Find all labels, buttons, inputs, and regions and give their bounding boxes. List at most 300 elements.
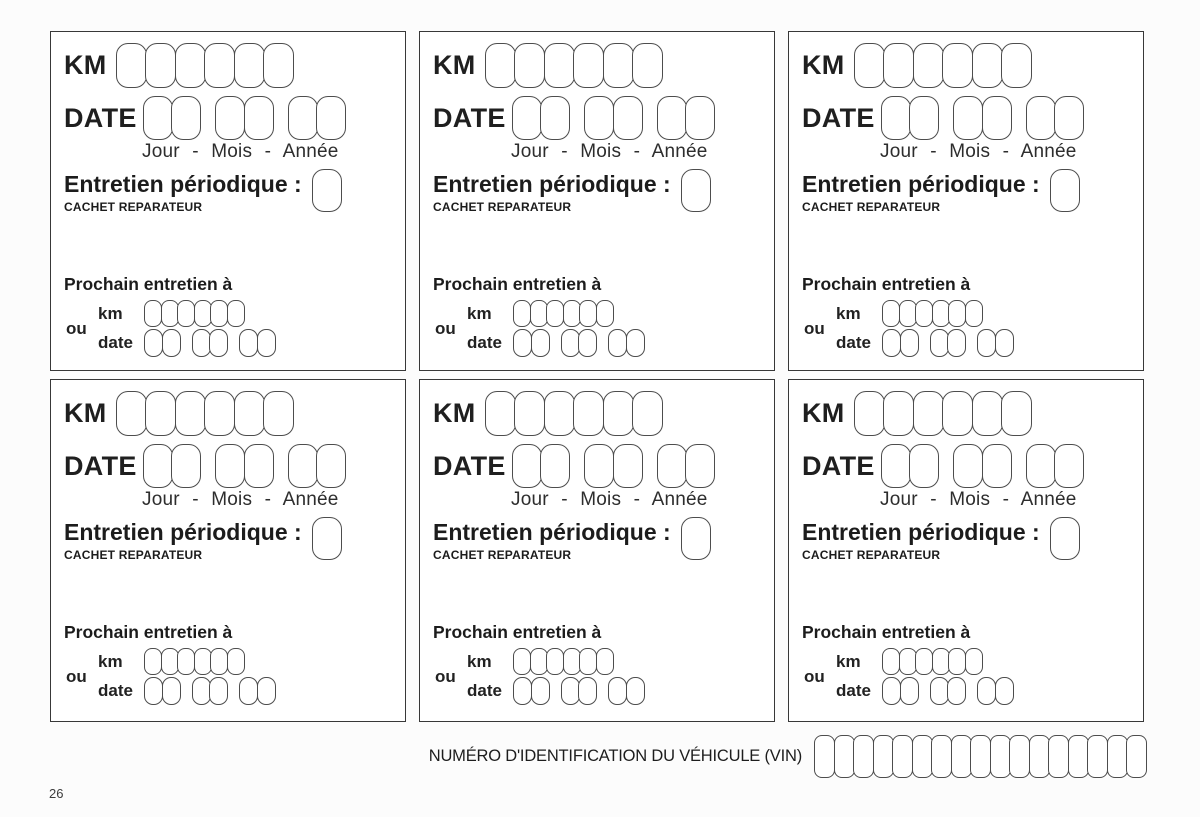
km-boxes <box>854 391 1033 436</box>
repairer-stamp-label: CACHET REPARATEUR <box>64 548 203 563</box>
stamp-area <box>433 562 764 622</box>
next-service-rows <box>467 648 645 705</box>
next-date-row <box>836 329 1014 357</box>
next-date-digit-box <box>947 329 966 357</box>
date-boxes <box>143 444 347 488</box>
next-km-digit-box <box>530 300 548 327</box>
date-box-group <box>584 444 643 488</box>
km-digit-box <box>544 391 575 436</box>
next-km-digit-box <box>513 648 531 675</box>
next-km-digit-box <box>579 300 597 327</box>
next-km-digit-box <box>194 300 212 327</box>
vin-character-box <box>912 735 933 778</box>
next-km-row <box>98 300 276 327</box>
km-digit-box <box>485 391 516 436</box>
next-date-box-group <box>977 677 1014 705</box>
date-box-group <box>215 444 274 488</box>
date-digit-box <box>613 96 643 140</box>
next-km-label: km <box>98 303 123 323</box>
date-row <box>64 96 395 140</box>
next-date-box-group <box>930 329 967 357</box>
date-digit-box <box>288 96 318 140</box>
next-km-digit-box <box>948 648 966 675</box>
km-digit-box <box>116 43 147 88</box>
stamp-area <box>64 562 395 622</box>
or-label: ou <box>804 666 825 686</box>
vin-character-box <box>834 735 855 778</box>
km-digit-box <box>514 391 545 436</box>
date-row <box>802 96 1133 140</box>
date-digit-box <box>171 96 201 140</box>
next-date-digit-box <box>995 677 1014 705</box>
next-service-label: Prochain entretien à <box>64 622 233 643</box>
date-digit-box <box>953 96 983 140</box>
next-date-digit-box <box>257 329 276 357</box>
date-box-group <box>512 96 571 140</box>
date-digit-box <box>244 444 274 488</box>
service-record-cell <box>788 379 1144 722</box>
date-digit-box <box>1054 444 1084 488</box>
stamp-area <box>64 214 395 274</box>
km-digit-box <box>942 43 973 88</box>
km-digit-box <box>913 391 944 436</box>
next-km-digit-box <box>546 648 564 675</box>
next-km-digit-box <box>161 648 179 675</box>
km-boxes <box>485 43 664 88</box>
km-digit-box <box>854 43 885 88</box>
next-date-digit-box <box>162 677 181 705</box>
next-date-digit-box <box>578 677 597 705</box>
service-record-cell <box>788 31 1144 371</box>
next-date-digit-box <box>930 329 949 357</box>
next-date-digit-box <box>626 329 645 357</box>
or-label: ou <box>435 666 456 686</box>
next-km-digit-box <box>965 300 983 327</box>
periodic-service-row <box>802 171 1133 214</box>
date-boxes <box>512 96 716 140</box>
km-label: KM <box>802 50 845 80</box>
next-date-box-group <box>561 677 598 705</box>
next-km-boxes <box>882 300 983 327</box>
periodic-check-box <box>681 169 711 212</box>
date-digit-box <box>540 96 570 140</box>
date-digit-box <box>1026 96 1056 140</box>
stamp-area <box>802 562 1133 622</box>
date-digit-box <box>657 96 687 140</box>
next-date-boxes <box>144 677 276 705</box>
km-digit-box <box>485 43 516 88</box>
next-service-fields <box>64 300 395 357</box>
periodic-service-label: Entretien périodique : <box>802 171 1040 197</box>
periodic-service-label: Entretien périodique : <box>802 519 1040 545</box>
next-km-digit-box <box>227 300 245 327</box>
next-date-box-group <box>239 329 276 357</box>
date-digit-box <box>613 444 643 488</box>
date-digit-box <box>316 444 346 488</box>
next-km-label: km <box>836 651 861 671</box>
periodic-service-row <box>802 519 1133 562</box>
km-digit-box <box>514 43 545 88</box>
periodic-text-block <box>433 171 671 214</box>
next-date-box-group <box>239 677 276 705</box>
vin-character-box <box>892 735 913 778</box>
vin-character-box <box>814 735 835 778</box>
next-km-digit-box <box>882 648 900 675</box>
next-date-box-group <box>608 329 645 357</box>
vin-character-box <box>1107 735 1128 778</box>
date-label: DATE <box>433 102 506 133</box>
date-digit-box <box>982 444 1012 488</box>
periodic-check-box <box>1050 517 1080 560</box>
km-digit-box <box>263 391 294 436</box>
next-date-box-group <box>882 677 919 705</box>
date-digit-box <box>584 96 614 140</box>
next-date-digit-box <box>561 677 580 705</box>
next-km-digit-box <box>546 300 564 327</box>
km-digit-box <box>145 391 176 436</box>
next-date-label: date <box>98 681 133 701</box>
date-digit-box <box>657 444 687 488</box>
repairer-stamp-label: CACHET REPARATEUR <box>433 548 572 563</box>
next-service-rows <box>98 300 276 357</box>
next-km-digit-box <box>144 648 162 675</box>
next-date-boxes <box>513 329 645 357</box>
next-date-box-group <box>930 677 967 705</box>
km-digit-box <box>175 391 206 436</box>
km-digit-box <box>883 43 914 88</box>
next-km-row <box>98 648 276 675</box>
next-date-box-group <box>608 677 645 705</box>
periodic-text-block <box>64 519 302 562</box>
date-digit-box <box>171 444 201 488</box>
periodic-check-boxes <box>312 519 342 560</box>
km-digit-box <box>145 43 176 88</box>
periodic-service-label: Entretien périodique : <box>64 171 302 197</box>
date-digit-box <box>143 96 173 140</box>
date-box-group <box>881 444 940 488</box>
service-record-grid <box>50 31 1144 722</box>
next-km-digit-box <box>965 648 983 675</box>
next-service-label: Prochain entretien à <box>433 622 602 643</box>
periodic-check-box <box>312 169 342 212</box>
next-km-digit-box <box>177 300 195 327</box>
date-box-group <box>657 444 716 488</box>
next-date-digit-box <box>209 677 228 705</box>
periodic-check-boxes <box>312 171 342 212</box>
km-boxes <box>116 391 295 436</box>
km-row <box>64 391 395 436</box>
next-service-label: Prochain entretien à <box>64 274 233 295</box>
next-date-row <box>98 329 276 357</box>
date-box-group <box>288 96 347 140</box>
next-km-boxes <box>144 300 245 327</box>
km-digit-box <box>883 391 914 436</box>
or-label: ou <box>804 318 825 338</box>
date-digit-box <box>215 444 245 488</box>
km-row <box>433 43 764 88</box>
next-km-digit-box <box>227 648 245 675</box>
next-service-rows <box>836 648 1014 705</box>
km-digit-box <box>854 391 885 436</box>
vin-character-box <box>970 735 991 778</box>
date-digit-box <box>512 96 542 140</box>
next-service-label: Prochain entretien à <box>802 622 971 643</box>
km-boxes <box>116 43 295 88</box>
periodic-check-box <box>312 517 342 560</box>
km-digit-box <box>234 43 265 88</box>
or-label: ou <box>435 318 456 338</box>
repairer-stamp-label: CACHET REPARATEUR <box>802 548 941 563</box>
date-box-group <box>584 96 643 140</box>
service-record-cell <box>419 31 775 371</box>
km-digit-box <box>1001 43 1032 88</box>
next-date-digit-box <box>239 677 258 705</box>
next-date-digit-box <box>578 329 597 357</box>
km-digit-box <box>913 43 944 88</box>
next-date-label: date <box>98 333 133 353</box>
next-date-row <box>467 677 645 705</box>
date-label: DATE <box>64 450 137 481</box>
date-row <box>433 96 764 140</box>
date-box-group <box>512 444 571 488</box>
vin-character-box <box>1048 735 1069 778</box>
date-caption: Jour - Mois - Année <box>142 489 339 510</box>
date-digit-box <box>584 444 614 488</box>
km-digit-box <box>573 391 604 436</box>
next-date-box-group <box>977 329 1014 357</box>
date-digit-box <box>316 96 346 140</box>
km-row <box>802 43 1133 88</box>
km-row <box>64 43 395 88</box>
vin-character-box <box>853 735 874 778</box>
date-digit-box <box>909 444 939 488</box>
next-date-boxes <box>882 329 1014 357</box>
km-label: KM <box>802 398 845 428</box>
next-date-digit-box <box>162 329 181 357</box>
km-digit-box <box>204 391 235 436</box>
next-km-boxes <box>513 648 614 675</box>
next-km-digit-box <box>210 648 228 675</box>
next-date-label: date <box>836 681 871 701</box>
next-km-digit-box <box>899 300 917 327</box>
date-digit-box <box>288 444 318 488</box>
vin-character-box <box>990 735 1011 778</box>
date-row <box>433 444 764 488</box>
next-date-digit-box <box>977 677 996 705</box>
km-digit-box <box>234 391 265 436</box>
next-date-box-group <box>192 677 229 705</box>
next-date-digit-box <box>531 329 550 357</box>
vin-character-box <box>1068 735 1089 778</box>
date-box-group <box>657 96 716 140</box>
periodic-check-boxes <box>1050 519 1080 560</box>
next-date-boxes <box>513 677 645 705</box>
km-digit-box <box>972 43 1003 88</box>
km-digit-box <box>632 43 663 88</box>
date-digit-box <box>143 444 173 488</box>
periodic-check-box <box>1050 169 1080 212</box>
service-record-cell <box>50 379 406 722</box>
km-digit-box <box>204 43 235 88</box>
repairer-stamp-label: CACHET REPARATEUR <box>433 200 572 215</box>
km-label: KM <box>64 50 107 80</box>
km-digit-box <box>544 43 575 88</box>
next-km-digit-box <box>882 300 900 327</box>
vin-section <box>429 735 1147 778</box>
next-date-digit-box <box>608 329 627 357</box>
date-digit-box <box>540 444 570 488</box>
next-date-digit-box <box>257 677 276 705</box>
date-caption: Jour - Mois - Année <box>880 489 1077 510</box>
periodic-service-row <box>64 171 395 214</box>
next-date-label: date <box>836 333 871 353</box>
next-km-digit-box <box>563 648 581 675</box>
vin-character-box <box>1029 735 1050 778</box>
date-caption: Jour - Mois - Année <box>880 141 1077 162</box>
date-label: DATE <box>802 450 875 481</box>
next-km-digit-box <box>161 300 179 327</box>
next-date-row <box>98 677 276 705</box>
next-date-digit-box <box>947 677 966 705</box>
next-km-digit-box <box>194 648 212 675</box>
next-service-fields <box>802 300 1133 357</box>
periodic-service-row <box>433 519 764 562</box>
next-km-digit-box <box>948 300 966 327</box>
km-boxes <box>485 391 664 436</box>
vin-character-box <box>1087 735 1108 778</box>
next-date-box-group <box>513 329 550 357</box>
date-label: DATE <box>802 102 875 133</box>
date-digit-box <box>685 444 715 488</box>
periodic-service-label: Entretien périodique : <box>433 171 671 197</box>
next-km-digit-box <box>144 300 162 327</box>
next-km-row <box>467 648 645 675</box>
date-caption: Jour - Mois - Année <box>511 489 708 510</box>
or-label: ou <box>66 318 87 338</box>
next-km-digit-box <box>210 300 228 327</box>
next-km-label: km <box>836 303 861 323</box>
vin-label: NUMÉRO D'IDENTIFICATION DU VÉHICULE (VIN) <box>428 747 802 765</box>
km-label: KM <box>64 398 107 428</box>
periodic-text-block <box>433 519 671 562</box>
next-date-box-group <box>192 329 229 357</box>
date-digit-box <box>953 444 983 488</box>
date-boxes <box>881 96 1085 140</box>
next-date-digit-box <box>144 329 163 357</box>
next-date-box-group <box>882 329 919 357</box>
next-km-digit-box <box>915 300 933 327</box>
km-boxes <box>854 43 1033 88</box>
km-digit-box <box>263 43 294 88</box>
date-digit-box <box>1026 444 1056 488</box>
next-date-digit-box <box>239 329 258 357</box>
periodic-check-boxes <box>681 519 711 560</box>
next-km-digit-box <box>932 300 950 327</box>
next-km-digit-box <box>915 648 933 675</box>
date-box-group <box>881 96 940 140</box>
km-digit-box <box>573 43 604 88</box>
km-digit-box <box>942 391 973 436</box>
periodic-text-block <box>802 171 1040 214</box>
next-service-fields <box>433 300 764 357</box>
periodic-check-box <box>681 517 711 560</box>
periodic-service-label: Entretien périodique : <box>433 519 671 545</box>
next-km-boxes <box>513 300 614 327</box>
next-km-label: km <box>98 651 123 671</box>
date-boxes <box>143 96 347 140</box>
km-digit-box <box>603 43 634 88</box>
service-record-cell <box>50 31 406 371</box>
next-km-digit-box <box>579 648 597 675</box>
date-boxes <box>512 444 716 488</box>
stamp-area <box>433 214 764 274</box>
date-digit-box <box>881 96 911 140</box>
next-service-rows <box>98 648 276 705</box>
next-km-digit-box <box>563 300 581 327</box>
next-date-digit-box <box>995 329 1014 357</box>
next-date-digit-box <box>882 677 901 705</box>
periodic-service-row <box>433 171 764 214</box>
next-km-digit-box <box>177 648 195 675</box>
next-km-boxes <box>144 648 245 675</box>
date-box-group <box>1026 444 1085 488</box>
next-service-fields <box>433 648 764 705</box>
next-date-digit-box <box>930 677 949 705</box>
next-service-rows <box>836 300 1014 357</box>
date-box-group <box>953 96 1012 140</box>
next-service-fields <box>802 648 1133 705</box>
date-box-group <box>215 96 274 140</box>
vin-boxes <box>814 735 1147 778</box>
next-date-box-group <box>144 329 181 357</box>
date-box-group <box>1026 96 1085 140</box>
next-service-label: Prochain entretien à <box>433 274 602 295</box>
next-date-box-group <box>513 677 550 705</box>
next-date-digit-box <box>513 677 532 705</box>
date-digit-box <box>881 444 911 488</box>
next-date-digit-box <box>900 677 919 705</box>
next-date-boxes <box>882 677 1014 705</box>
next-km-digit-box <box>530 648 548 675</box>
next-date-digit-box <box>561 329 580 357</box>
date-digit-box <box>1054 96 1084 140</box>
km-row <box>433 391 764 436</box>
date-box-group <box>143 96 202 140</box>
km-digit-box <box>1001 391 1032 436</box>
next-date-box-group <box>144 677 181 705</box>
next-date-boxes <box>144 329 276 357</box>
periodic-check-boxes <box>1050 171 1080 212</box>
next-date-digit-box <box>192 329 211 357</box>
vin-character-box <box>1126 735 1147 778</box>
next-date-row <box>467 329 645 357</box>
km-digit-box <box>116 391 147 436</box>
date-digit-box <box>685 96 715 140</box>
vin-character-box <box>931 735 952 778</box>
next-date-digit-box <box>900 329 919 357</box>
next-date-digit-box <box>192 677 211 705</box>
next-date-digit-box <box>608 677 627 705</box>
date-boxes <box>881 444 1085 488</box>
date-digit-box <box>512 444 542 488</box>
next-km-digit-box <box>596 300 614 327</box>
next-date-digit-box <box>626 677 645 705</box>
date-caption: Jour - Mois - Année <box>511 141 708 162</box>
date-row <box>802 444 1133 488</box>
next-date-box-group <box>561 329 598 357</box>
periodic-text-block <box>802 519 1040 562</box>
date-digit-box <box>244 96 274 140</box>
